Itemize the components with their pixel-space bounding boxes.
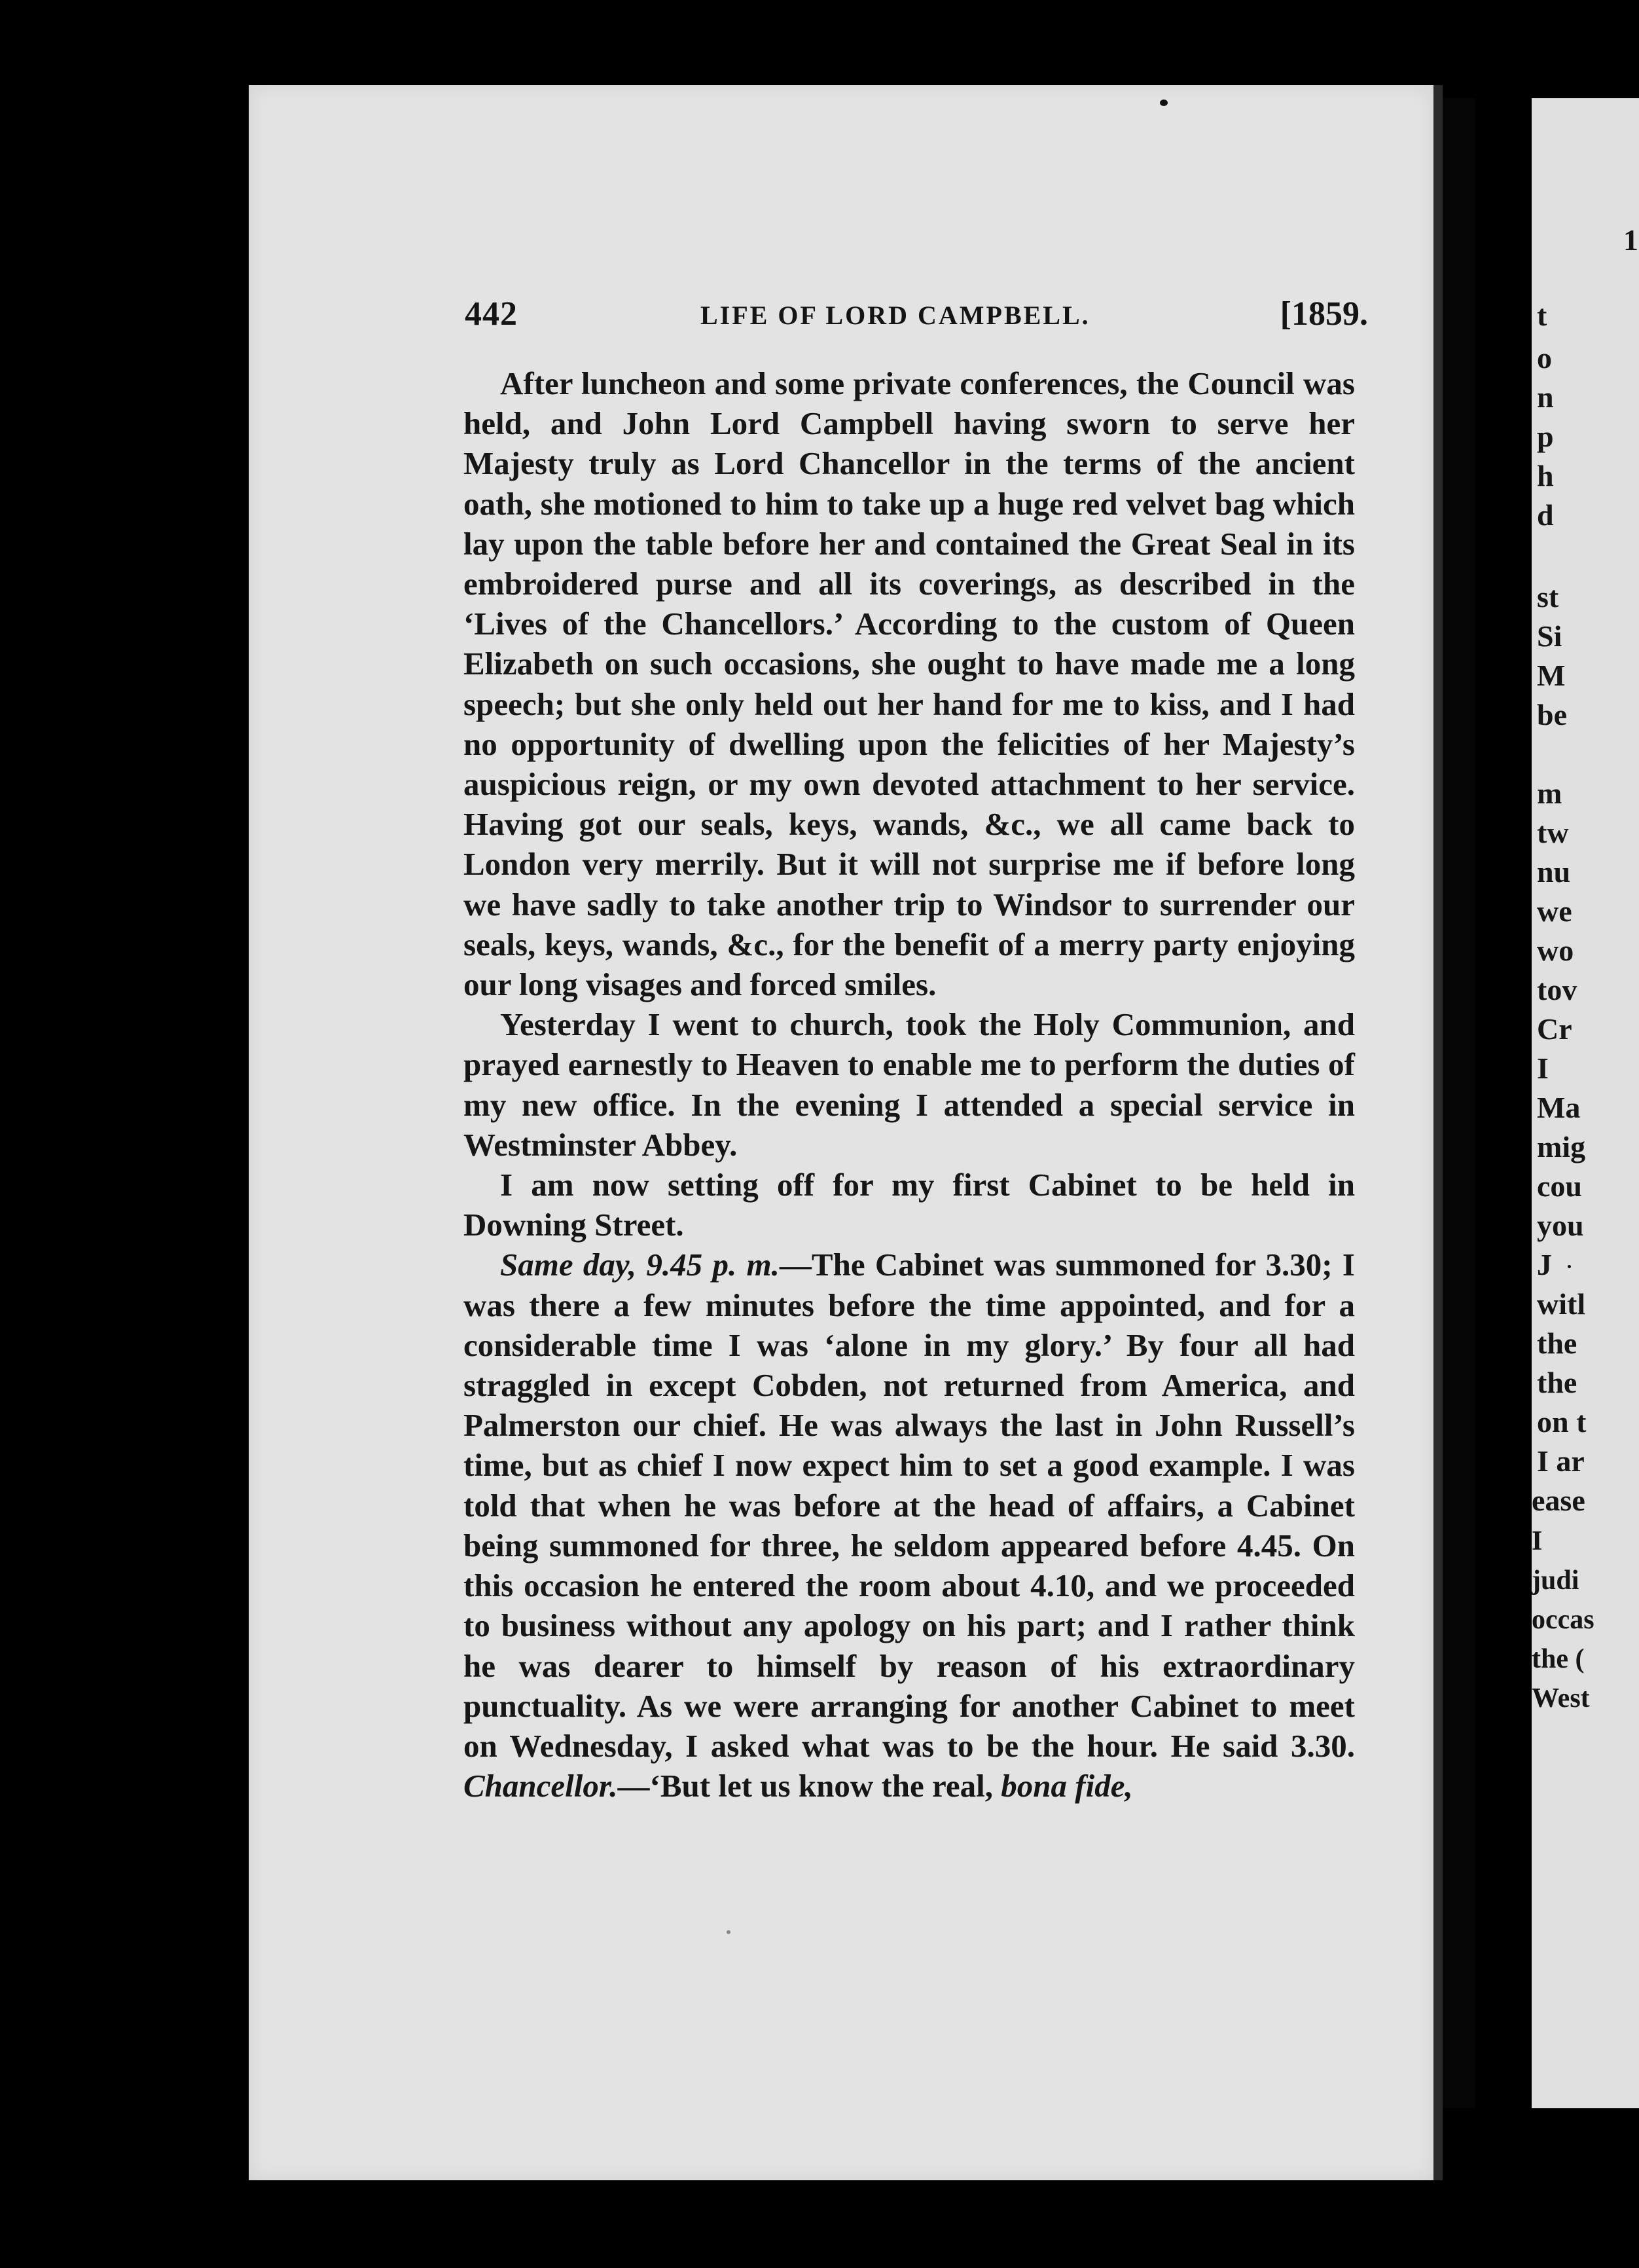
book-gutter: [1443, 98, 1475, 2108]
page-edge-shadow: [1433, 85, 1443, 2180]
facing-page-fragment: o: [1537, 341, 1552, 375]
facing-page-fragment: t: [1537, 299, 1547, 332]
facing-page-fragment: the: [1537, 1326, 1577, 1360]
facing-page-fragment: n: [1537, 380, 1554, 414]
paragraph: After luncheon and some private conferences, the Council was held, and John Lord Campbell having sworn to serve her Majesty truly as Lord Chancellor in the terms of the ancient oath, she motioned to him to take up a huge red velvet bag which lay upon the table before her and contained the Great Seal in its embroidered purse and all its coverings, as described in the ‘Lives of the Chancellors.’ According to the custom of Queen Elizabeth on such occasions, she ought to have made me a long speech; but she only held out her hand for me to kiss, and I had no opportunity of dwelling upon the felicities of her Majesty’s auspicious reign, or my own devoted attachment to her service. Having got our seals, keys, wands, &c., we all came back to London very merrily. But it will not surprise me if before long we have sadly to take another trip to Windsor to surrender our seals, keys, wands, &c., for the benefit of a merry party enjoying our long visages and forced smiles.: [463, 365, 1355, 1003]
facing-page-fragment: J: [1537, 1248, 1552, 1281]
facing-page-fragment: on t: [1537, 1405, 1587, 1438]
facing-page-fragment: wo: [1537, 934, 1574, 967]
paragraph: I am now setting off for my first Cabinet to be held in Downing Street.: [463, 1167, 1355, 1243]
facing-page-fragment: judi: [1532, 1565, 1579, 1596]
page-number: 442: [465, 295, 518, 333]
facing-page-fragment: tw: [1537, 816, 1569, 849]
facing-page-fragment: occas: [1532, 1605, 1594, 1635]
facing-page-fragment: ease: [1532, 1484, 1585, 1517]
body-text: [463, 363, 1355, 1806]
header-year: [1859.: [1280, 295, 1368, 333]
facing-page-fragment: I: [1537, 1052, 1549, 1085]
facing-page-fragment: m: [1537, 777, 1562, 810]
facing-page-fragment: West: [1532, 1683, 1590, 1713]
facing-page-fragment: tov: [1537, 973, 1577, 1006]
facing-page-fragment: we: [1537, 894, 1572, 928]
facing-page-fragment: Cr: [1537, 1012, 1572, 1046]
facing-page-fragment: p: [1537, 420, 1554, 453]
ink-speck: [1160, 100, 1168, 106]
facing-page-fragment: h: [1537, 459, 1554, 492]
facing-page-fragment: you: [1537, 1209, 1584, 1242]
facing-page-fragment: cou: [1537, 1169, 1582, 1203]
ink-speck: [727, 1930, 730, 1934]
paragraph-text: —‘But let us know the real,: [617, 1768, 1001, 1804]
facing-page-fragment: mig: [1537, 1130, 1586, 1163]
facing-page-fragment: witl: [1537, 1287, 1586, 1321]
speaker-label: Chancellor.: [463, 1768, 618, 1804]
running-header: [465, 295, 1368, 340]
facing-page-fragment: nu: [1537, 855, 1571, 888]
facing-page-fragment: I: [1532, 1526, 1543, 1556]
entry-date: Same day, 9.45 p. m.: [500, 1247, 780, 1283]
paragraph: Yesterday I went to church, took the Holy Communion, and prayed earnestly to Heaven to enable me to perform the duties of my new office. In the evening I attended a special service in Westminster Abbey.: [463, 1006, 1355, 1163]
facing-page-fragment: the: [1537, 1366, 1577, 1399]
facing-page-fragment: 1: [1623, 223, 1638, 257]
facing-page-fragment: Ma: [1537, 1091, 1581, 1124]
facing-page-fragment: Si: [1537, 619, 1562, 653]
facing-page-fragment: I ar: [1537, 1444, 1585, 1478]
facing-page-fragment: d: [1537, 498, 1554, 532]
paragraph-text: —The Cabinet was summoned for 3.30; I was there a few minutes before the time appointed, and for a considerable time I was ‘alone in my glory.’ By four all had straggled in except Cobden, not returned from America, and Palmerston our chief. He was always the last in John Russell’s time, but as chief I now expect him to set a good example. I was told that when he was before at the head of affairs, a Cabinet being summoned for three, he seldom appeared before 4.45. On this occasion he entered the room about 4.10, and we proceeded to business without any apology on his part; and I rather think he was dearer to himself by reason of his extraordinary punctuality. As we were arranging for another Cabinet to meet on Wednesday, I asked what was to be the hour. He said 3.30.: [463, 1247, 1355, 1764]
italic-phrase: bona fide,: [1001, 1768, 1133, 1804]
paragraph: [463, 1245, 1355, 1806]
facing-page-fragment: the (: [1532, 1644, 1585, 1674]
ink-speck: [1568, 1265, 1571, 1268]
facing-page-fragment: M: [1537, 659, 1566, 692]
facing-page: [1532, 98, 1639, 2108]
facing-page-fragment: be: [1537, 698, 1567, 731]
running-title: LIFE OF LORD CAMPBELL.: [700, 301, 1090, 330]
facing-page-fragment: st: [1537, 580, 1559, 613]
